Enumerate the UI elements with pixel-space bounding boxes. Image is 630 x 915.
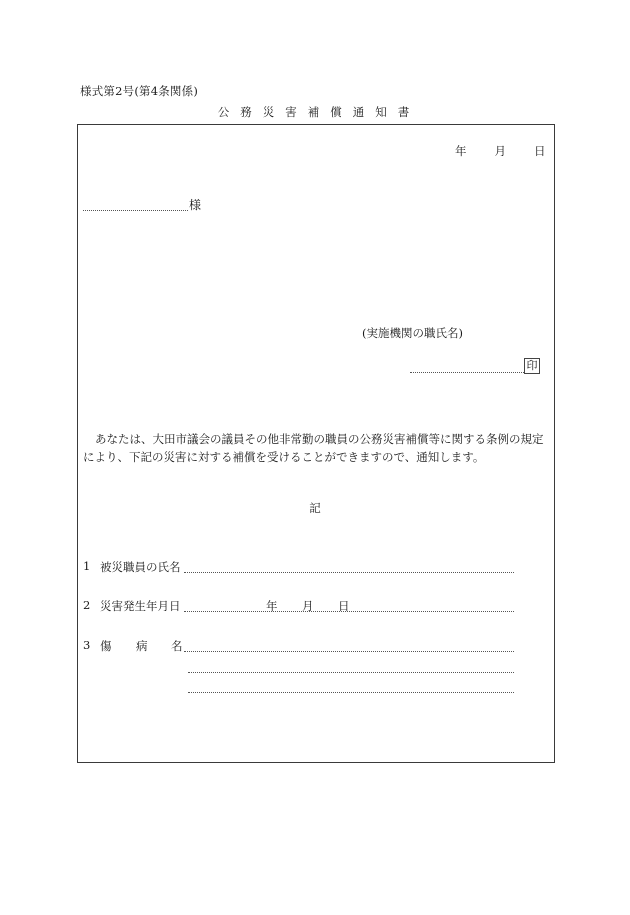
addressee-name-field[interactable]	[83, 210, 188, 211]
issuer-label: (実施機関の職氏名)	[362, 326, 463, 340]
item-number-2: 2	[83, 598, 91, 612]
incident-year-unit: 年	[266, 599, 278, 613]
injury-field-line-2[interactable]	[188, 672, 514, 673]
item-label-injury-char-2: 病	[136, 639, 148, 653]
item-number-3: 3	[83, 638, 91, 652]
issue-date	[455, 143, 546, 159]
item-number-1: 1	[83, 559, 91, 573]
item-label-victim-name: 被災職員の氏名	[100, 560, 181, 574]
item-label-injury-char-1: 傷	[100, 639, 112, 653]
day-unit: 日	[534, 144, 546, 158]
item-label-incident-date: 災害発生年月日	[100, 599, 181, 613]
injury-field-line-1[interactable]	[184, 651, 514, 652]
incident-day-unit: 日	[338, 599, 350, 613]
notice-body-text: あなたは、大田市議会の議員その他非常勤の職員の公務災害補償等に関する条例の規定により、下記の災害に対する補償を受けることができますので、通知します。	[83, 432, 544, 464]
seal-mark: 印	[524, 358, 540, 374]
form-number: 様式第2号(第4条関係)	[80, 84, 199, 98]
issuer-name-field[interactable]	[410, 372, 524, 373]
injury-field-line-3[interactable]	[188, 692, 514, 693]
year-unit: 年	[455, 144, 467, 158]
notice-body	[83, 430, 553, 466]
record-heading: 記	[309, 501, 321, 515]
item-label-injury-char-3: 名	[171, 639, 183, 653]
victim-name-field[interactable]	[184, 572, 514, 573]
document-title: 公務災害補償通知書	[217, 105, 421, 119]
incident-month-unit: 月	[302, 599, 314, 613]
month-unit: 月	[494, 144, 506, 158]
addressee-honorific: 様	[189, 198, 202, 212]
